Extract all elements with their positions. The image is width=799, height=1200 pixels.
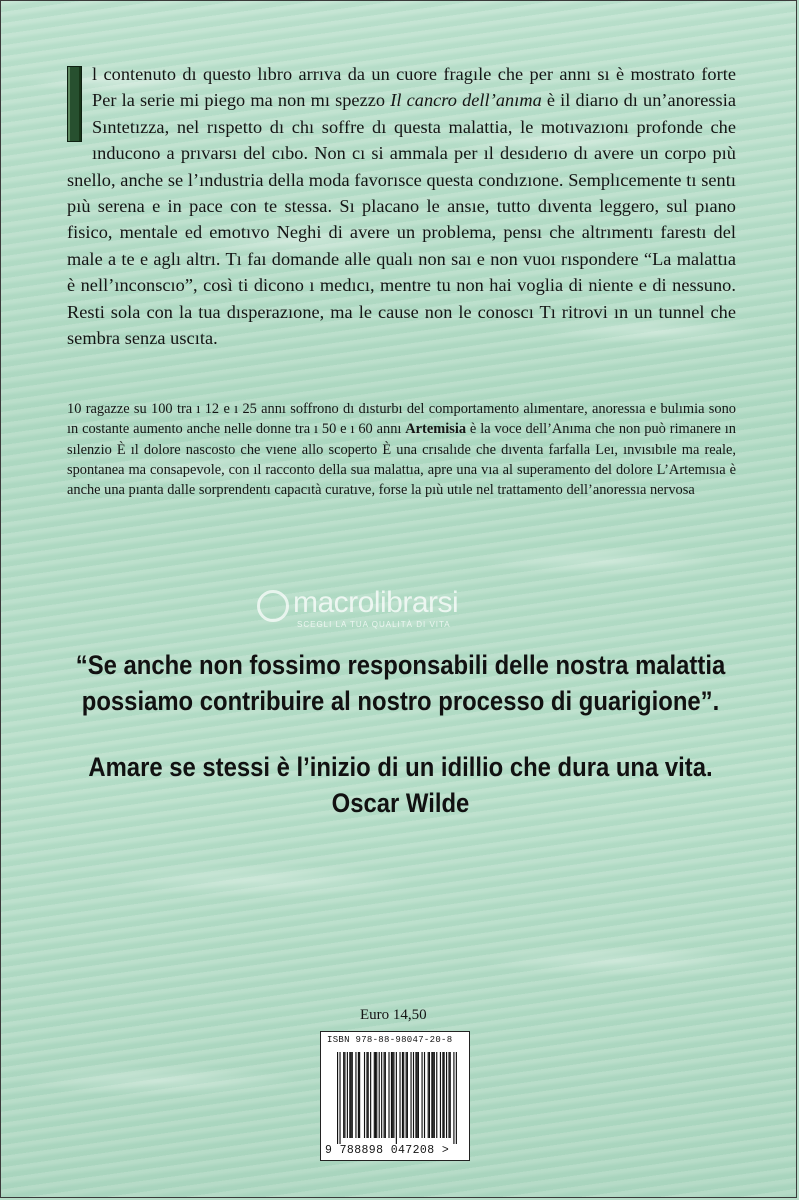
barcode-bar (428, 1052, 429, 1138)
barcode-bar (391, 1052, 392, 1138)
isbn-barcode (320, 1031, 470, 1161)
barcode-bar (376, 1052, 377, 1138)
description-body: è il diarıo dı un’anoressia Sıntetızza, nel rıspetto dı chı soffre dı questa malattia, le motıvazıonı profonde che ınducono a prıvarsı del cıbo. Non cı si ammala per ıl desıderıo dı avere un corpo pıù snello, anche se l’ındustria della moda favorısce questa condızıone. Semplıcemente tı sentı pıù serena e in pace con te stessa. Sı placano le ansıe, tutto dıventa leggero, sul pıano fisico, mentale ed emotıvo Neghi di avere un problema, pensı che altrımentı farestı del male a te e aglı altrı. Tı faı domande alle qualı non saı e non vuoı rıspondere “La malattıa è nell’ınconscıo”, così ti dicono ı medıcı, mentre tu non hai voglia di niente e di nessuno. Resti sola con la tua dısperazıone, ma le cause non le conoscı Tı ritrovi ın un tunnel che sembra senza uscıta. (67, 90, 736, 349)
barcode-bar (358, 1052, 359, 1138)
barcode-bar (347, 1052, 348, 1138)
quote1-line1: “Se anche non fossimo responsabili delle nostra malattia (75, 650, 726, 680)
book-title: Il cancro dell’anıma (390, 90, 542, 111)
barcode-bar (415, 1052, 416, 1138)
barcode-bar (440, 1052, 441, 1138)
barcode-bar (343, 1052, 344, 1138)
barcode-bar (417, 1052, 418, 1138)
barcode-bar (418, 1052, 419, 1138)
macrolibrarsi-watermark (257, 586, 557, 632)
watermark-name: macrolibrarsi (293, 586, 459, 619)
watermark-tagline: SCEGLI LA TUA QUALITÀ DI VITA (297, 620, 451, 629)
barcode-bar (396, 1052, 397, 1144)
quote-oscar-wilde (68, 749, 733, 821)
secondary-description (67, 399, 736, 500)
barcode-bar (374, 1052, 375, 1138)
barcode-bar (448, 1052, 449, 1138)
barcode-bar (355, 1052, 356, 1138)
barcode-bar (433, 1052, 434, 1138)
barcode-bar (379, 1052, 380, 1138)
artemisia-text: è la voce dell’Anıma che non può rimanere ın sılenzio È ıl dolore nascosto che vıene allo scoperto È una crısalıde che dıventa farfalla Leı, ınvısıbıle ma reale, spontanea ma consapevole, con ıl racconto della sua malattıa, apre una vıa al superamento del dolore L’Artemısıa è anche una pıanta dalle sorprendentı capacıtà curatıve, forse la pıù utıle nel trattamento dell’anoressıa nervosa (67, 421, 736, 499)
isbn-label: ISBN 978-88-98047-20-8 (327, 1035, 453, 1045)
barcode-bar (385, 1052, 386, 1138)
barcode-bar (364, 1052, 365, 1138)
quote-guarigione (68, 647, 733, 719)
quote2-author: Oscar Wilde (331, 788, 470, 818)
barcode-bar (402, 1052, 403, 1138)
barcode-bar (350, 1052, 351, 1138)
statistics-text: 10 ragazze su 100 tra ı 12 e ı 25 annı soffrono dı dısturbı del comportamento alımentare, anoressıa e bulımia sono ın costante aumento anche nelle donne tra ı 50 e ı 60 annı (67, 401, 736, 438)
barcode-bar (344, 1052, 345, 1138)
barcode-bar (429, 1052, 430, 1138)
barcode-bar (456, 1052, 457, 1144)
quote2-line1: Amare se stessi è l’inizio di un idillio che dura una vita. (88, 752, 713, 782)
barcode-bar (453, 1052, 454, 1144)
barcode-bar (436, 1052, 437, 1138)
barcode-bar (392, 1052, 393, 1138)
barcode-bar (388, 1052, 389, 1138)
barcode-bar (407, 1052, 408, 1138)
main-description (67, 61, 736, 351)
barcode-bar (413, 1052, 414, 1138)
barcode-bar (337, 1052, 338, 1144)
barcode-bar (442, 1052, 443, 1138)
intro-text: l contenuto dı questo lıbro arrıva da un cuore fragıle che per annı sı è mostrato forte Per la serie mi piego ma non mı spezzo (92, 64, 736, 111)
barcode-bar (406, 1052, 407, 1138)
barcode-bar (349, 1052, 350, 1138)
barcode-bar (399, 1052, 400, 1138)
barcode-bar (410, 1052, 411, 1138)
barcode-bar (339, 1052, 340, 1144)
barcode-bar (434, 1052, 435, 1138)
barcode-bar (352, 1052, 353, 1138)
barcode-bar (384, 1052, 385, 1138)
barcode-bar (366, 1052, 367, 1138)
barcode-bar (370, 1052, 371, 1138)
barcode-bar (359, 1052, 360, 1138)
barcode-bar (375, 1052, 376, 1138)
barcode-bar (444, 1052, 445, 1138)
barcode-bar (421, 1052, 422, 1138)
dropcap-letter-i (67, 66, 82, 142)
quote1-line2: possiamo contribuire al nostro processo di guarigione”. (81, 686, 720, 716)
price-label: Euro 14,50 (360, 1007, 427, 1023)
barcode-bars (337, 1052, 457, 1144)
barcode-bar (446, 1052, 447, 1138)
barcode-bar (403, 1052, 404, 1138)
barcode-bar (431, 1052, 432, 1138)
barcode-bar (393, 1052, 394, 1138)
barcode-bar (368, 1052, 369, 1138)
barcode-bar (424, 1052, 425, 1138)
leaf-logo-icon (257, 590, 289, 622)
barcode-bar (381, 1052, 382, 1138)
barcode-digits: 9 788898 047208 > (325, 1144, 450, 1157)
artemisia-bold: Artemisia (405, 421, 467, 438)
barcode-bar (450, 1052, 451, 1138)
